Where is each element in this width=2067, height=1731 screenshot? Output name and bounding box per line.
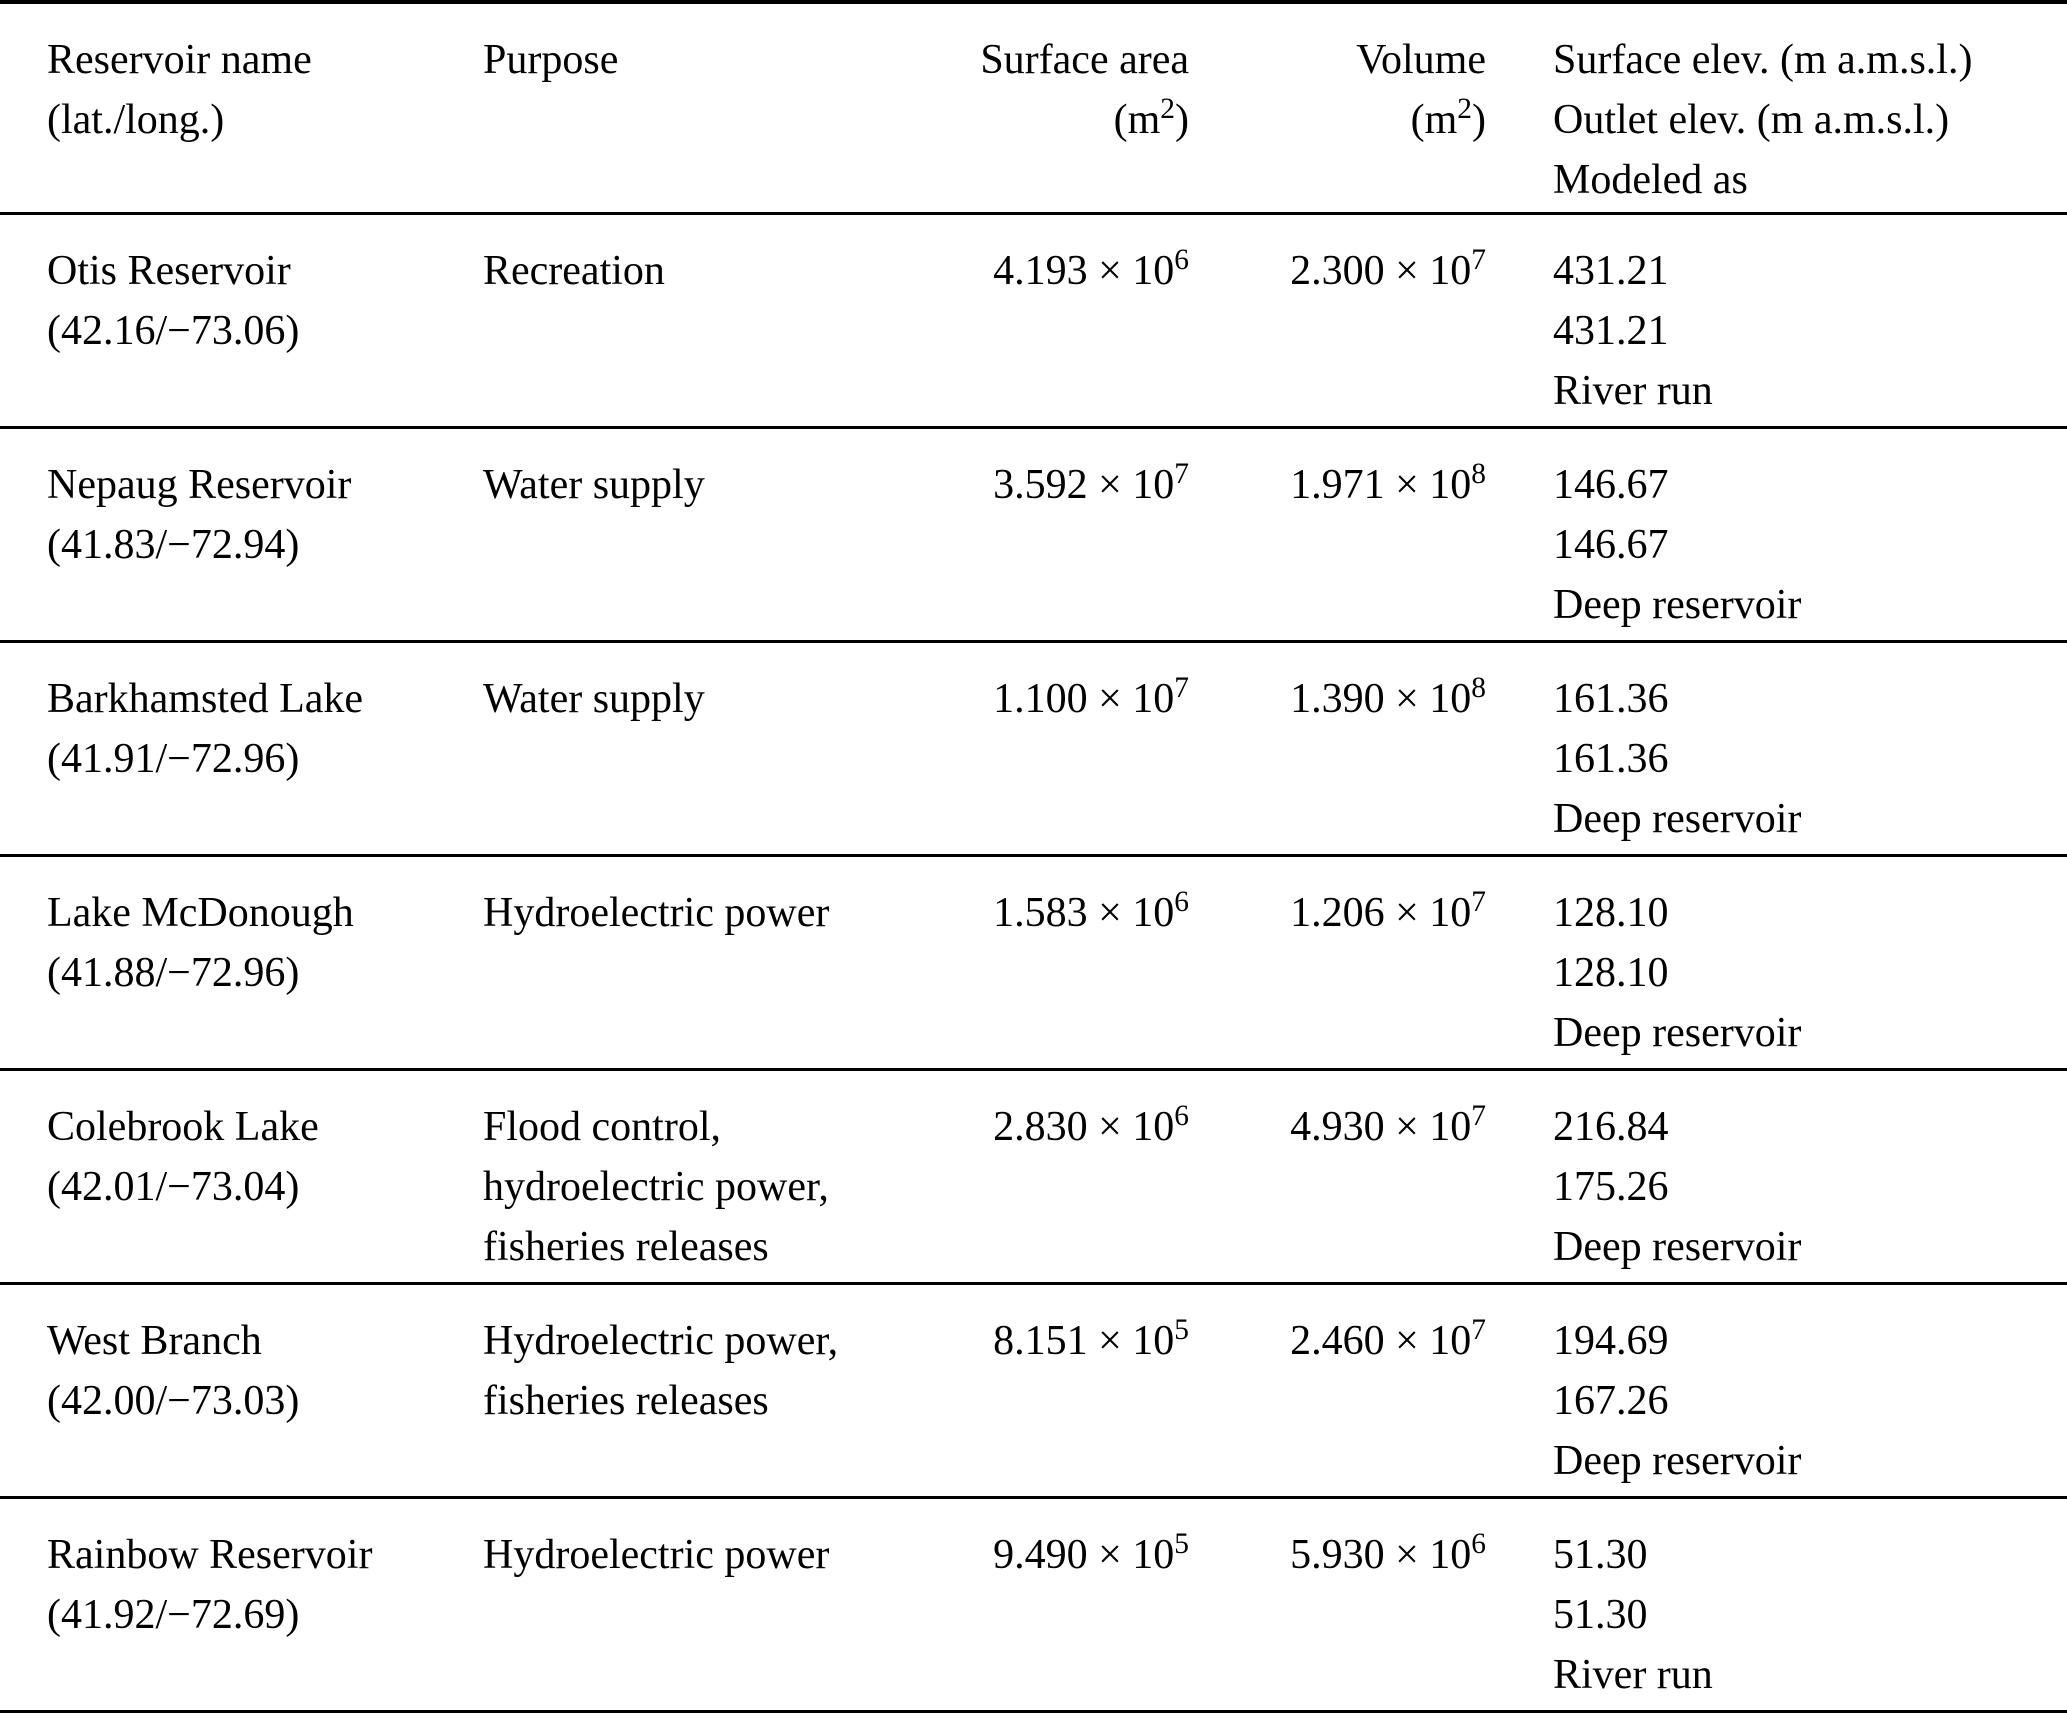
cell-purpose: Hydroelectric power bbox=[483, 889, 830, 936]
cell-purpose: Flood control, hydroelectric power, fisheries releases bbox=[483, 1103, 829, 1270]
table-row bbox=[0, 427, 2067, 641]
cell-surface-area: $1.583 \times 10^6$ bbox=[993, 885, 1189, 936]
cell-elevation: 216.84 175.26 Deep reservoir bbox=[1553, 1103, 1802, 1270]
cell-volume: $1.206 \times 10^7$ bbox=[1290, 885, 1486, 936]
table-row bbox=[0, 855, 2067, 1069]
header-surface-area: Surface area $(m^2)$ bbox=[980, 37, 1189, 143]
cell-purpose: Hydroelectric power, fisheries releases bbox=[483, 1317, 839, 1424]
cell-reservoir-name: Rainbow Reservoir (41.92/−72.69) bbox=[47, 1531, 373, 1638]
table-row bbox=[0, 1283, 2067, 1497]
cell-volume: $5.930 \times 10^6$ bbox=[1290, 1527, 1486, 1578]
cell-volume: $2.460 \times 10^7$ bbox=[1290, 1313, 1486, 1364]
cell-reservoir-name: Lake McDonough (41.88/−72.96) bbox=[47, 889, 354, 996]
table-body bbox=[0, 213, 2067, 1711]
cell-purpose: Recreation bbox=[483, 247, 665, 294]
header-elevation: Surface elev. (m a.m.s.l.) Outlet elev. (m a.m.s.l.) Modeled as bbox=[1553, 37, 1973, 203]
cell-reservoir-name: West Branch (42.00/−73.03) bbox=[47, 1317, 300, 1424]
cell-reservoir-name: Nepaug Reservoir (41.83/−72.94) bbox=[47, 461, 352, 568]
cell-reservoir-name: Colebrook Lake (42.01/−73.04) bbox=[47, 1103, 319, 1210]
cell-elevation: 128.10 128.10 Deep reservoir bbox=[1553, 889, 1802, 1056]
cell-volume: $1.390 \times 10^8$ bbox=[1290, 671, 1486, 722]
cell-surface-area: $2.830 \times 10^6$ bbox=[993, 1099, 1189, 1150]
cell-volume: $1.971 \times 10^8$ bbox=[1290, 457, 1486, 508]
cell-elevation: 161.36 161.36 Deep reservoir bbox=[1553, 675, 1802, 842]
header-volume: Volume $(m^2)$ bbox=[1356, 37, 1486, 143]
cell-volume: $4.930 \times 10^7$ bbox=[1290, 1099, 1486, 1150]
table-row bbox=[0, 213, 2067, 427]
cell-surface-area: $1.100 \times 10^7$ bbox=[993, 671, 1189, 722]
header-row bbox=[0, 2, 2067, 213]
table-row bbox=[0, 1069, 2067, 1283]
cell-surface-area: $8.151 \times 10^5$ bbox=[993, 1313, 1189, 1364]
cell-elevation: 194.69 167.26 Deep reservoir bbox=[1553, 1317, 1802, 1484]
cell-reservoir-name: Otis Reservoir (42.16/−73.06) bbox=[47, 247, 300, 354]
cell-surface-area: $3.592 \times 10^7$ bbox=[993, 457, 1189, 508]
cell-elevation: 431.21 431.21 River run bbox=[1553, 247, 1713, 414]
table-row bbox=[0, 1497, 2067, 1711]
header-purpose: Purpose bbox=[483, 37, 619, 83]
cell-purpose: Hydroelectric power bbox=[483, 1531, 830, 1578]
cell-volume: $2.300 \times 10^7$ bbox=[1290, 243, 1486, 294]
cell-elevation: 146.67 146.67 Deep reservoir bbox=[1553, 461, 1802, 628]
cell-surface-area: $9.490 \times 10^5$ bbox=[993, 1527, 1189, 1578]
cell-purpose: Water supply bbox=[483, 675, 705, 722]
cell-elevation: 51.30 51.30 River run bbox=[1553, 1531, 1713, 1698]
table-row bbox=[0, 641, 2067, 855]
cell-reservoir-name: Barkhamsted Lake (41.91/−72.96) bbox=[47, 675, 364, 782]
cell-surface-area: $4.193 \times 10^6$ bbox=[993, 243, 1189, 294]
cell-purpose: Water supply bbox=[483, 461, 705, 508]
header-reservoir-name: Reservoir name (lat./long.) bbox=[47, 37, 312, 143]
